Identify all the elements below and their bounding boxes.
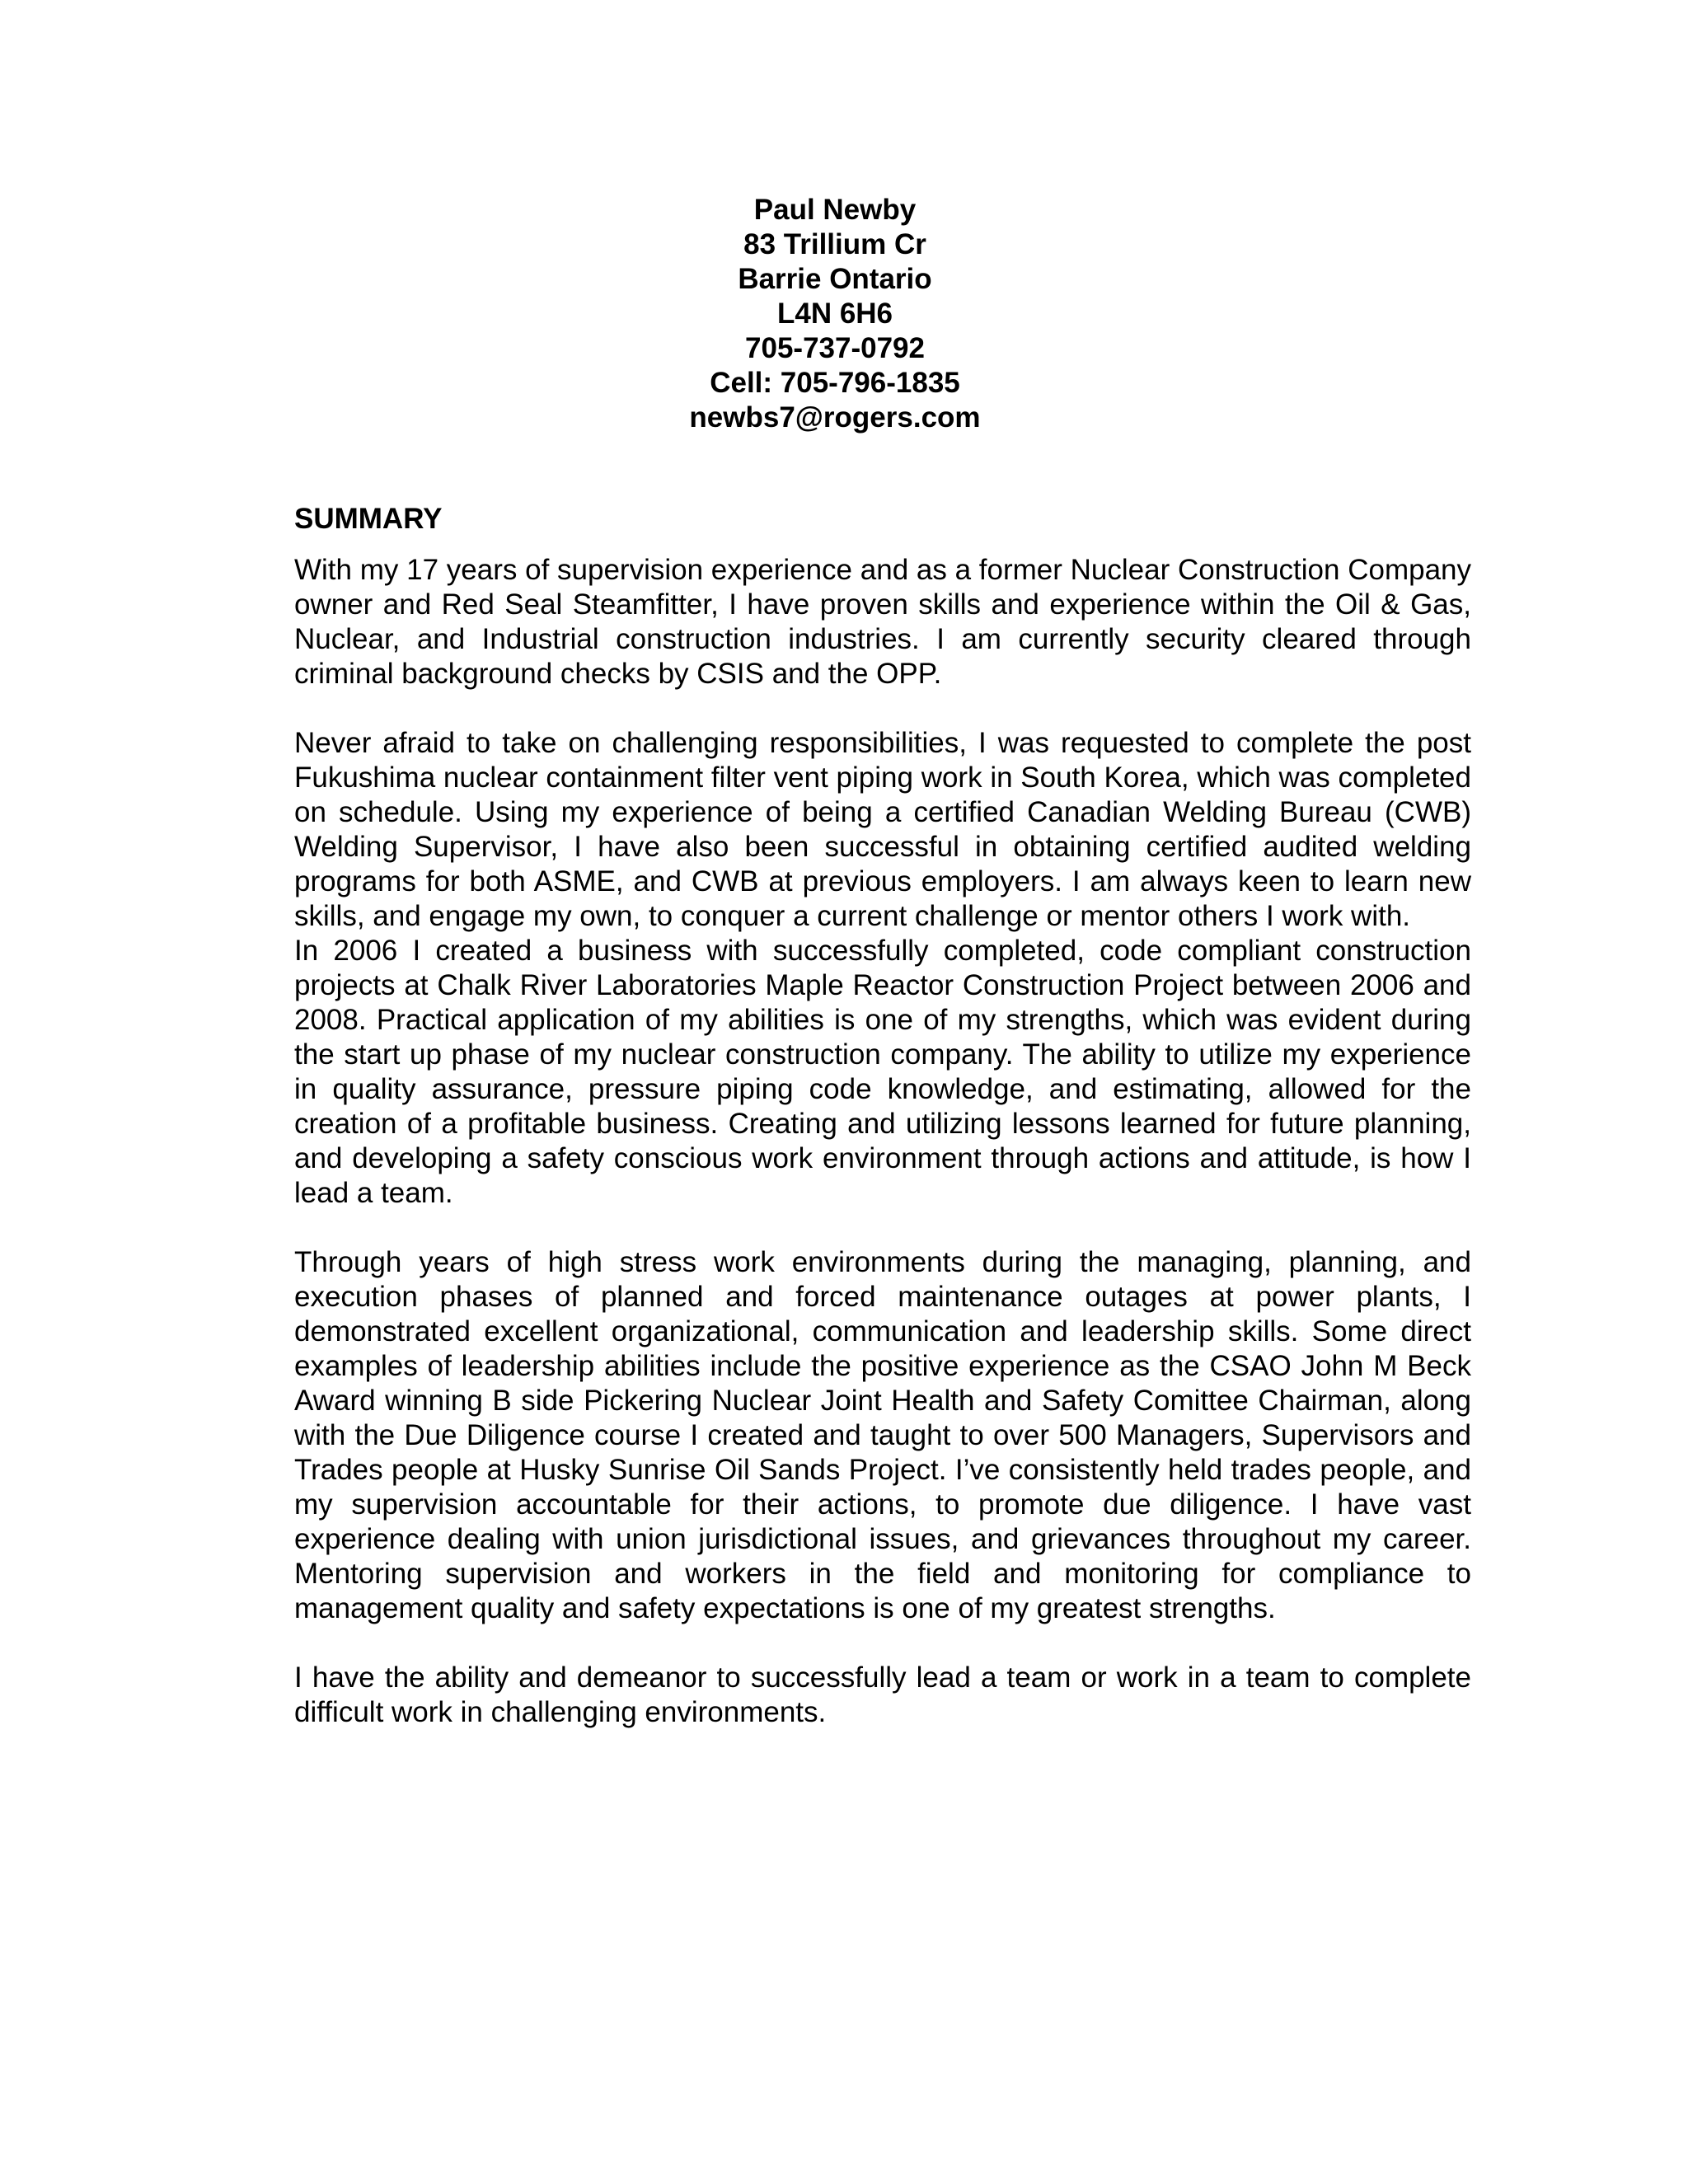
summary-paragraph-teamwork: I have the ability and demeanor to successfully lead a team or work in a team to complete difficult work in challenging environments.	[294, 1661, 1471, 1728]
contact-city: Barrie Ontario	[738, 263, 932, 295]
summary-paragraph-leadership: Through years of high stress work environments during the managing, planning, and execution phases of planned and forced maintenance outages at power plants, I demonstrated excellent organizational, communication and leadership skills. Some direct examples of leadership abilities include the positive experience as the CSAO John M Beck Award winning B side Pickering Nuclear Joint Health and Safety Comittee Chairman, along with the Due Diligence course I created and taught to over 500 Managers, Supervisors and Trades people at Husky Sunrise Oil Sands Project. I’ve consistently held trades people, and my supervision accountable for their actions, to promote due diligence. I have vast experience dealing with union jurisdictional issues, and grievances throughout my career. Mentoring supervision and workers in the field and monitoring for compliance to management quality and safety expectations is one of my greatest strengths.	[294, 1246, 1471, 1624]
summary-paragraph-responsibilities: Never afraid to take on challenging responsibilities, I was requested to complete the post Fukushima nuclear containment filter vent piping work in South Korea, which was completed on schedule. Using my experience of being a certified Canadian Welding Bureau (CWB) Welding Supervisor, I have also been successful in obtaining certified audited welding programs for both ASME, and CWB at previous employers. I am always keen to learn new skills, and engage my own, to conquer a current challenge or mentor others I work with.	[294, 727, 1471, 932]
contact-street: 83 Trillium Cr	[743, 228, 926, 260]
contact-header	[0, 193, 1670, 435]
summary-heading: SUMMARY	[294, 503, 443, 535]
summary-paragraph-business: In 2006 I created a business with successfully completed, code compliant construction projects at Chalk River Laboratories Maple Reactor Construction Project between 2006 and 2008. Practical application of my abilities is one of my strengths, which was evident during the start up phase of my nuclear construction company. The ability to utilize my experience in quality assurance, pressure piping code knowledge, and estimating, allowed for the creation of a profitable business. Creating and utilizing lessons learned for future planning, and developing a safety conscious work environment through actions and attitude, is how I lead a team.	[294, 935, 1471, 1209]
contact-postal-code: L4N 6H6	[776, 298, 893, 330]
contact-cell: Cell: 705-796-1835	[710, 367, 960, 399]
contact-phone: 705-737-0792	[745, 332, 925, 364]
summary-section	[294, 502, 1471, 1730]
contact-email: newbs7@rogers.com	[689, 401, 981, 434]
summary-paragraph-experience: With my 17 years of supervision experience and as a former Nuclear Construction Company owner and Red Seal Steamfitter, I have proven skills and experience within the Oil & Gas, Nuclear, and Industrial construction industries. I am currently security cleared through criminal background checks by CSIS and the OPP.	[294, 554, 1471, 690]
contact-name: Paul Newby	[753, 194, 917, 226]
